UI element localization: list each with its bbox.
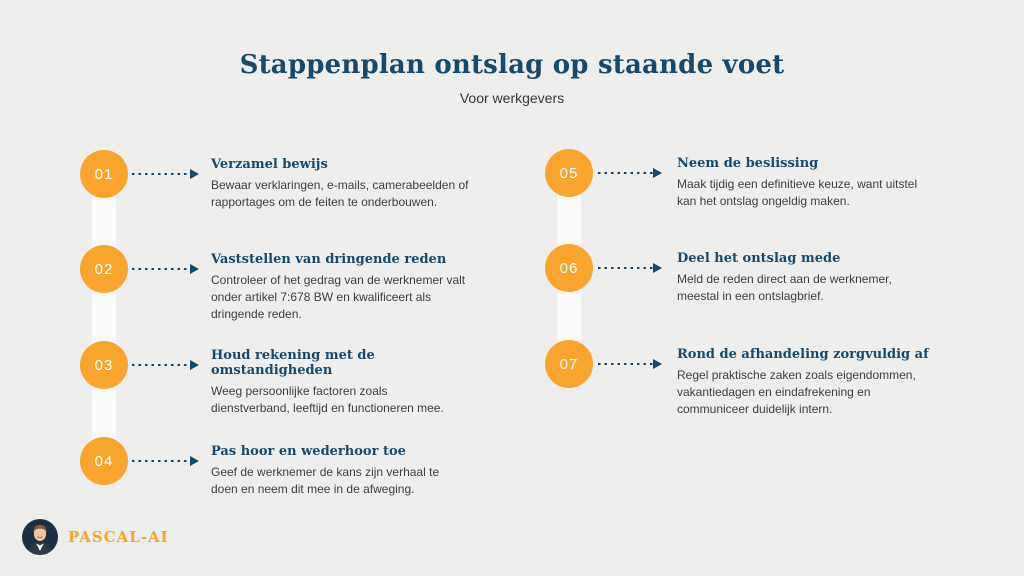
- step-number-badge: [545, 244, 593, 292]
- arrow-head: [190, 456, 199, 466]
- step-description: Weeg persoonlijke factoren zoals dienstverband, leeftijd en functioneren mee.: [211, 384, 444, 416]
- step-number: 06: [559, 259, 579, 277]
- arrow-head: [653, 359, 662, 369]
- arrow-dots: [598, 267, 653, 269]
- arrow-head: [190, 169, 199, 179]
- page-subtitle: Voor werkgevers: [459, 90, 565, 106]
- step-number: 02: [94, 260, 114, 278]
- step-item-3: [80, 341, 480, 433]
- step-number: 03: [94, 356, 114, 374]
- step-title: Rond de afhandeling zorgvuldig af: [677, 347, 929, 362]
- step-number-badge: [545, 149, 593, 197]
- step-item-5: [545, 149, 945, 241]
- step-description: Maak tijdig een definitieve keuze, want uitstel kan het ontslag ongeldig maken.: [677, 177, 918, 209]
- brand-footer: [22, 519, 169, 555]
- step-title: Pas hoor en wederhoor toe: [211, 444, 406, 459]
- page-title: Stappenplan ontslag op staande voet: [239, 50, 785, 80]
- step-content: [211, 348, 469, 417]
- step-content: [211, 157, 469, 211]
- arrow-dots: [132, 364, 190, 366]
- step-content: [677, 156, 935, 210]
- step-content: [677, 251, 935, 305]
- arrow-head: [653, 168, 662, 178]
- step-number-badge: [80, 150, 128, 198]
- arrow-head: [190, 360, 199, 370]
- step-description: Bewaar verklaringen, e-mails, camerabeelden of rapportages om de feiten te onderbouwen.: [211, 178, 469, 210]
- step-number-badge: [545, 340, 593, 388]
- step-content: [677, 347, 935, 418]
- step-item-7: [545, 340, 945, 432]
- arrow-dots: [132, 268, 190, 270]
- step-number: 04: [94, 452, 114, 470]
- step-item-6: [545, 244, 945, 336]
- arrow-dots: [132, 460, 190, 462]
- arrow-head: [653, 263, 662, 273]
- step-description: Meld de reden direct aan de werknemer, meestal in een ontslagbrief.: [677, 272, 892, 304]
- step-description: Geef de werknemer de kans zijn verhaal te doen en neem dit mee in de afweging.: [211, 465, 440, 497]
- step-number-badge: [80, 341, 128, 389]
- arrow-dots: [598, 172, 653, 174]
- step-content: [211, 444, 469, 498]
- step-item-4: [80, 437, 480, 529]
- arrow-head: [190, 264, 199, 274]
- arrow-dots: [132, 173, 190, 175]
- brand-name: PASCAL-AI: [68, 528, 169, 546]
- step-number: 07: [559, 355, 579, 373]
- step-title: Houd rekening met de omstandigheden: [211, 348, 375, 378]
- step-number: 01: [94, 165, 114, 183]
- step-number-badge: [80, 437, 128, 485]
- step-content: [211, 252, 469, 323]
- step-title: Verzamel bewijs: [211, 157, 328, 172]
- step-description: Regel praktische zaken zoals eigendommen, vakantiedagen en eindafrekening en communiceer duidelijk intern.: [677, 368, 916, 417]
- step-item-2: [80, 245, 480, 337]
- step-title: Neem de beslissing: [677, 156, 819, 171]
- person-avatar-icon: [22, 519, 58, 555]
- step-description: Controleer of het gedrag van de werknemer valt onder artikel 7:678 BW en kwalificeert als dringende reden.: [211, 273, 466, 322]
- step-number: 05: [559, 164, 579, 182]
- step-number-badge: [80, 245, 128, 293]
- step-title: Vaststellen van dringende reden: [211, 252, 447, 267]
- step-title: Deel het ontslag mede: [677, 251, 841, 266]
- step-item-1: [80, 150, 480, 242]
- arrow-dots: [598, 363, 653, 365]
